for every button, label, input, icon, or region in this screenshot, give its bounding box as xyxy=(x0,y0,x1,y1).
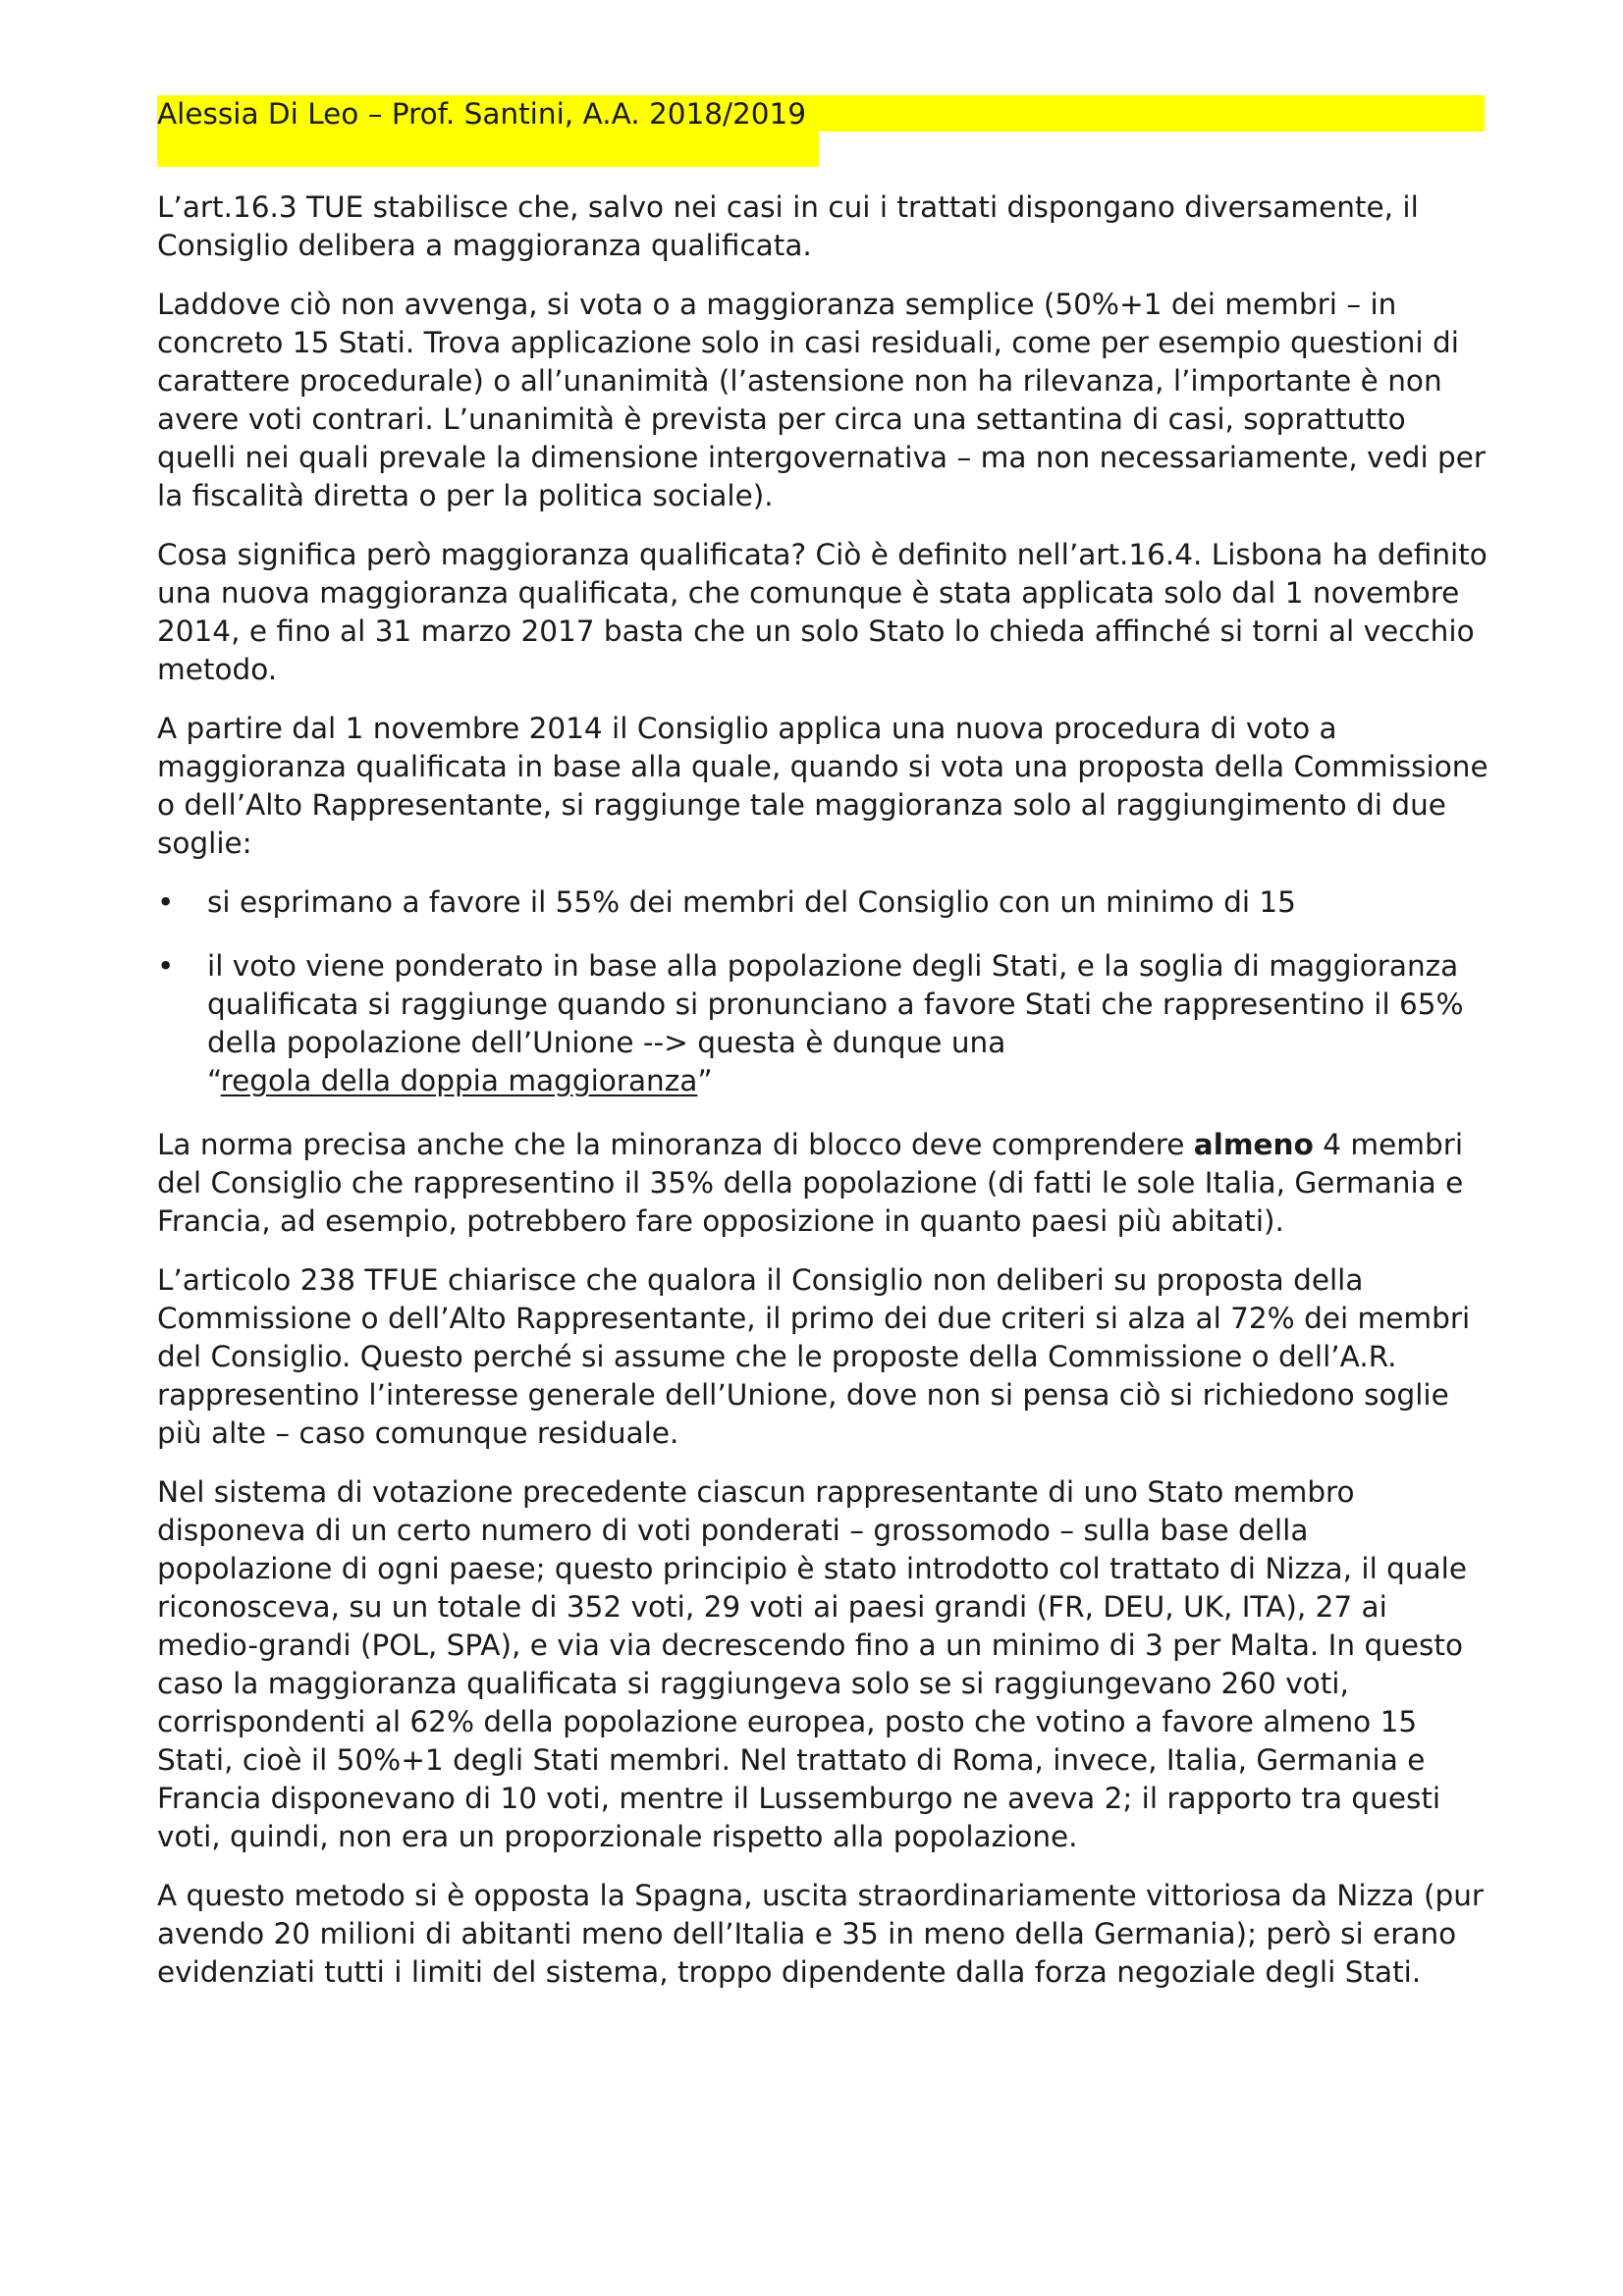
bullet-icon: • xyxy=(157,949,175,983)
close-quote: ” xyxy=(697,1064,713,1097)
paragraph-4: A partire dal 1 novembre 2014 il Consiglio applica una nuova procedura di voto a maggioranza qualificata in base alla quale, quando si vota una proposta della Commissione o dell’Alto Rappresentante, si raggiunge tale maggioranza solo al raggiungimento di due soglie: xyxy=(157,712,1488,860)
list-item xyxy=(157,883,1492,922)
bullet-text-2: il voto viene ponderato in base alla popolazione degli Stati, e la soglia di maggioranza qualificata si raggiunge quando si pronunciano a favore Stati che rappresentino il 65% della popolazione dell’Unione --> questa è dunque una xyxy=(207,949,1464,1059)
paragraph-2: Laddove ciò non avvenga, si vota o a maggioranza semplice (50%+1 dei membri – in concreto 15 Stati. Trova applicazione solo in casi residuali, come per esempio questioni di carattere procedurale) o all’unanimità (l’astensione non ha rilevanza, l’importante è non avere voti contrari. L’unanimità è prevista per circa una settantina di casi, soprattutto quelli nei quali prevale la dimensione intergovernativa – ma non necessariamente, vedi per la fiscalità diretta o per la politica sociale). xyxy=(157,288,1487,512)
paragraph-5-start: La norma precisa anche che la minoranza di blocco deve comprendere xyxy=(157,1128,1194,1161)
list-item xyxy=(157,947,1492,1100)
page-header: Alessia Di Leo – Prof. Santini, A.A. 2018/2019 xyxy=(157,97,807,131)
paragraph-6: L’articolo 238 TFUE chiarisce che qualora il Consiglio non deliberi su proposta della Commissione o dell’Alto Rappresentante, il primo dei due criteri si alza al 72% dei membri del Consiglio. Questo perché si assume che le proposte della Commissione o dell’A.R. rappresentino l’interesse generale dell’Unione, dove non si pensa ciò si richiedono soglie più alte – caso comunque residuale. xyxy=(157,1263,1471,1450)
open-quote: “ xyxy=(207,1064,221,1097)
paragraph-7: Nel sistema di votazione precedente ciascun rappresentante di uno Stato membro disponeva di un certo numero di voti ponderati – grossomodo – sulla base della popolazione di ogni paese; questo principio è stato introdotto col trattato di Nizza, il quale riconosceva, su un totale di 352 voti, 29 voti ai paesi grandi (FR, DEU, UK, ITA), 27 ai medio-grandi (POL, SPA), e via via decrescendo fino a un minimo di 3 per Malta. In questo caso la maggioranza qualificata si raggiungeva solo se si raggiungevano 260 voti, corrispondenti al 62% della popolazione europea, posto che votino a favore almeno 15 Stati, cioè il 50%+1 degli Stati membri. Nel trattato di Roma, invece, Italia, Germania e Francia disponevano di 10 voti, mentre il Lussemburgo ne aveva 2; il rapporto tra questi voti, quindi, non era un proporzionale rispetto alla popolazione. xyxy=(157,1475,1467,1853)
paragraph-1: L’art.16.3 TUE stabilisce che, salvo nei casi in cui i trattati dispongano diversamente, il Consiglio delibera a maggioranza qualificata. xyxy=(157,190,1419,262)
header-highlight-line2 xyxy=(157,132,819,167)
bullet-icon: • xyxy=(157,885,175,919)
thresholds-list xyxy=(157,883,1492,1100)
paragraph-3: Cosa significa però maggioranza qualificata? Ciò è definito nell’art.16.4. Lisbona ha definito una nuova maggioranza qualificata, che comunque è stata applicata solo dal 1 novembre 2014, e fino al 31 marzo 2017 basta che un solo Stato lo chieda affinché si torni al vecchio metodo. xyxy=(157,538,1488,686)
document-body xyxy=(157,188,1492,2012)
bullet-text-1: si esprimano a favore il 55% dei membri del Consiglio con un minimo di 15 xyxy=(207,885,1296,919)
paragraph-5-end: 4 membri del Consiglio che rappresentino il 35% della popolazione (di fatti le sole Italia, Germania e Francia, ad esempio, potrebbero fare opposizione in quanto paesi più abitati). xyxy=(157,1128,1464,1238)
double-majority-rule-underlined: regola della doppia maggioranza xyxy=(220,1064,698,1097)
paragraph-5 xyxy=(157,1126,1492,1241)
paragraph-5-bold: almeno xyxy=(1193,1128,1314,1161)
paragraph-8: A questo metodo si è opposta la Spagna, uscita straordinariamente vittoriosa da Nizza (pur avendo 20 milioni di abitanti meno dell’Italia e 35 in meno della Germania); però si erano evidenziati tutti i limiti del sistema, troppo dipendente dalla forza negoziale degli Stati. xyxy=(157,1879,1485,1989)
